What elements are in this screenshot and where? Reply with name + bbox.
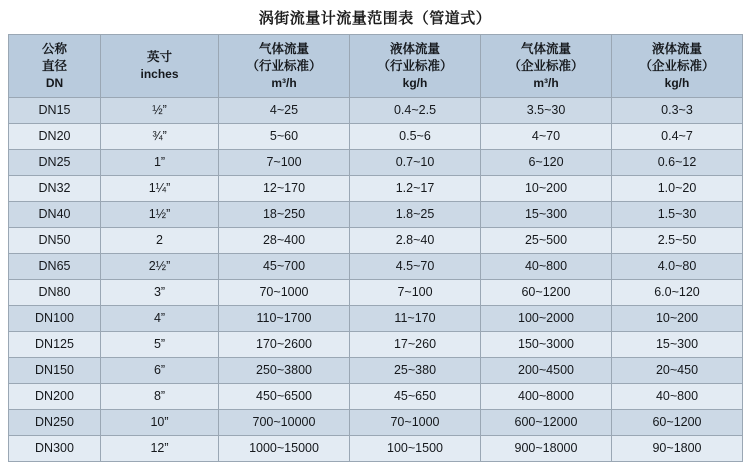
column-header-line3: DN bbox=[45, 75, 64, 90]
column-header-line1: 公称 bbox=[41, 42, 67, 57]
cell-liquid-enterprise: 40~800 bbox=[612, 384, 743, 410]
cell-gas-enterprise: 4~70 bbox=[481, 124, 612, 150]
cell-liquid-industry: 11~170 bbox=[350, 306, 481, 332]
table-row bbox=[9, 384, 743, 410]
cell-dn: DN32 bbox=[9, 176, 101, 202]
column-header-line1: 英寸 bbox=[146, 50, 172, 65]
table-row bbox=[9, 176, 743, 202]
cell-gas-enterprise: 25~500 bbox=[481, 228, 612, 254]
column-header-nominal-diameter bbox=[9, 35, 101, 98]
cell-liquid-industry: 1.2~17 bbox=[350, 176, 481, 202]
page-title: 涡街流量计流量范围表（管道式） bbox=[258, 10, 492, 27]
cell-gas-industry: 250~3800 bbox=[219, 358, 350, 384]
cell-liquid-industry: 4.5~70 bbox=[350, 254, 481, 280]
cell-gas-enterprise: 900~18000 bbox=[481, 436, 612, 462]
cell-dn: DN200 bbox=[9, 384, 101, 410]
cell-liquid-industry: 45~650 bbox=[350, 384, 481, 410]
column-header-line2: （行业标准） bbox=[246, 58, 322, 73]
column-header-line1: 气体流量 bbox=[258, 42, 309, 57]
cell-gas-industry: 5~60 bbox=[219, 124, 350, 150]
column-header-liquid-flow-enterprise bbox=[612, 35, 743, 98]
cell-dn: DN25 bbox=[9, 150, 101, 176]
cell-gas-enterprise: 400~8000 bbox=[481, 384, 612, 410]
column-header-line3: kg/h bbox=[664, 75, 690, 90]
cell-gas-enterprise: 60~1200 bbox=[481, 280, 612, 306]
cell-gas-enterprise: 6~120 bbox=[481, 150, 612, 176]
cell-gas-industry: 70~1000 bbox=[219, 280, 350, 306]
column-header-line1: 液体流量 bbox=[651, 42, 702, 57]
column-header-line2: （行业标准） bbox=[377, 58, 453, 73]
flow-range-table bbox=[8, 34, 743, 462]
cell-dn: DN80 bbox=[9, 280, 101, 306]
cell-gas-enterprise: 100~2000 bbox=[481, 306, 612, 332]
cell-inches: 1” bbox=[101, 150, 219, 176]
cell-dn: DN100 bbox=[9, 306, 101, 332]
cell-inches: 12” bbox=[101, 436, 219, 462]
table-row bbox=[9, 358, 743, 384]
column-header-liquid-flow-industry bbox=[350, 35, 481, 98]
cell-gas-enterprise: 10~200 bbox=[481, 176, 612, 202]
table-body bbox=[9, 98, 743, 462]
table-header-row bbox=[9, 35, 743, 98]
column-header-line3: m³/h bbox=[533, 75, 559, 90]
cell-dn: DN250 bbox=[9, 410, 101, 436]
cell-gas-industry: 1000~15000 bbox=[219, 436, 350, 462]
cell-gas-enterprise: 600~12000 bbox=[481, 410, 612, 436]
cell-liquid-industry: 0.4~2.5 bbox=[350, 98, 481, 124]
table-row bbox=[9, 254, 743, 280]
cell-inches: 1¼” bbox=[101, 176, 219, 202]
column-header-line3: kg/h bbox=[402, 75, 428, 90]
cell-liquid-enterprise: 0.6~12 bbox=[612, 150, 743, 176]
cell-gas-enterprise: 3.5~30 bbox=[481, 98, 612, 124]
column-header-gas-flow-industry bbox=[219, 35, 350, 98]
table-header bbox=[9, 35, 743, 98]
cell-liquid-industry: 0.7~10 bbox=[350, 150, 481, 176]
table-row bbox=[9, 436, 743, 462]
cell-gas-industry: 700~10000 bbox=[219, 410, 350, 436]
cell-gas-industry: 28~400 bbox=[219, 228, 350, 254]
column-header-line1: 气体流量 bbox=[520, 42, 571, 57]
cell-dn: DN15 bbox=[9, 98, 101, 124]
table-row bbox=[9, 410, 743, 436]
cell-liquid-enterprise: 20~450 bbox=[612, 358, 743, 384]
cell-liquid-industry: 7~100 bbox=[350, 280, 481, 306]
cell-inches: 5” bbox=[101, 332, 219, 358]
cell-gas-industry: 450~6500 bbox=[219, 384, 350, 410]
table-row bbox=[9, 124, 743, 150]
cell-gas-industry: 7~100 bbox=[219, 150, 350, 176]
column-header-line3: m³/h bbox=[271, 75, 297, 90]
cell-liquid-enterprise: 1.5~30 bbox=[612, 202, 743, 228]
cell-liquid-enterprise: 0.3~3 bbox=[612, 98, 743, 124]
column-header-line2: 直径 bbox=[41, 58, 67, 73]
cell-dn: DN150 bbox=[9, 358, 101, 384]
cell-inches: 3” bbox=[101, 280, 219, 306]
cell-gas-enterprise: 40~800 bbox=[481, 254, 612, 280]
cell-liquid-enterprise: 6.0~120 bbox=[612, 280, 743, 306]
cell-liquid-enterprise: 0.4~7 bbox=[612, 124, 743, 150]
cell-inches: 2 bbox=[101, 228, 219, 254]
column-header-line2: （企业标准） bbox=[508, 58, 584, 73]
cell-inches: 8” bbox=[101, 384, 219, 410]
cell-inches: ¾” bbox=[101, 124, 219, 150]
cell-liquid-industry: 100~1500 bbox=[350, 436, 481, 462]
cell-dn: DN40 bbox=[9, 202, 101, 228]
cell-liquid-industry: 2.8~40 bbox=[350, 228, 481, 254]
cell-gas-industry: 12~170 bbox=[219, 176, 350, 202]
cell-liquid-enterprise: 10~200 bbox=[612, 306, 743, 332]
cell-gas-industry: 110~1700 bbox=[219, 306, 350, 332]
cell-liquid-enterprise: 60~1200 bbox=[612, 410, 743, 436]
cell-gas-enterprise: 200~4500 bbox=[481, 358, 612, 384]
cell-gas-enterprise: 150~3000 bbox=[481, 332, 612, 358]
column-header-inches bbox=[101, 35, 219, 98]
cell-dn: DN125 bbox=[9, 332, 101, 358]
cell-inches: 10” bbox=[101, 410, 219, 436]
cell-liquid-industry: 70~1000 bbox=[350, 410, 481, 436]
cell-gas-industry: 4~25 bbox=[219, 98, 350, 124]
cell-liquid-enterprise: 1.0~20 bbox=[612, 176, 743, 202]
column-header-gas-flow-enterprise bbox=[481, 35, 612, 98]
table-row bbox=[9, 332, 743, 358]
table-row bbox=[9, 306, 743, 332]
cell-dn: DN300 bbox=[9, 436, 101, 462]
cell-liquid-enterprise: 4.0~80 bbox=[612, 254, 743, 280]
cell-inches: 2½” bbox=[101, 254, 219, 280]
cell-inches: ½” bbox=[101, 98, 219, 124]
cell-gas-enterprise: 15~300 bbox=[481, 202, 612, 228]
cell-liquid-enterprise: 2.5~50 bbox=[612, 228, 743, 254]
cell-dn: DN50 bbox=[9, 228, 101, 254]
column-header-line1: 液体流量 bbox=[389, 42, 440, 57]
table-row bbox=[9, 228, 743, 254]
column-header-line2: （企业标准） bbox=[639, 58, 715, 73]
cell-inches: 1½” bbox=[101, 202, 219, 228]
cell-gas-industry: 170~2600 bbox=[219, 332, 350, 358]
table-row bbox=[9, 150, 743, 176]
cell-liquid-industry: 0.5~6 bbox=[350, 124, 481, 150]
cell-dn: DN20 bbox=[9, 124, 101, 150]
cell-inches: 4” bbox=[101, 306, 219, 332]
table-row bbox=[9, 98, 743, 124]
cell-gas-industry: 18~250 bbox=[219, 202, 350, 228]
cell-liquid-enterprise: 90~1800 bbox=[612, 436, 743, 462]
table-row bbox=[9, 280, 743, 306]
cell-inches: 6” bbox=[101, 358, 219, 384]
column-header-line3: inches bbox=[140, 67, 179, 82]
cell-dn: DN65 bbox=[9, 254, 101, 280]
cell-liquid-industry: 25~380 bbox=[350, 358, 481, 384]
cell-gas-industry: 45~700 bbox=[219, 254, 350, 280]
table-row bbox=[9, 202, 743, 228]
cell-liquid-industry: 1.8~25 bbox=[350, 202, 481, 228]
cell-liquid-industry: 17~260 bbox=[350, 332, 481, 358]
cell-liquid-enterprise: 15~300 bbox=[612, 332, 743, 358]
